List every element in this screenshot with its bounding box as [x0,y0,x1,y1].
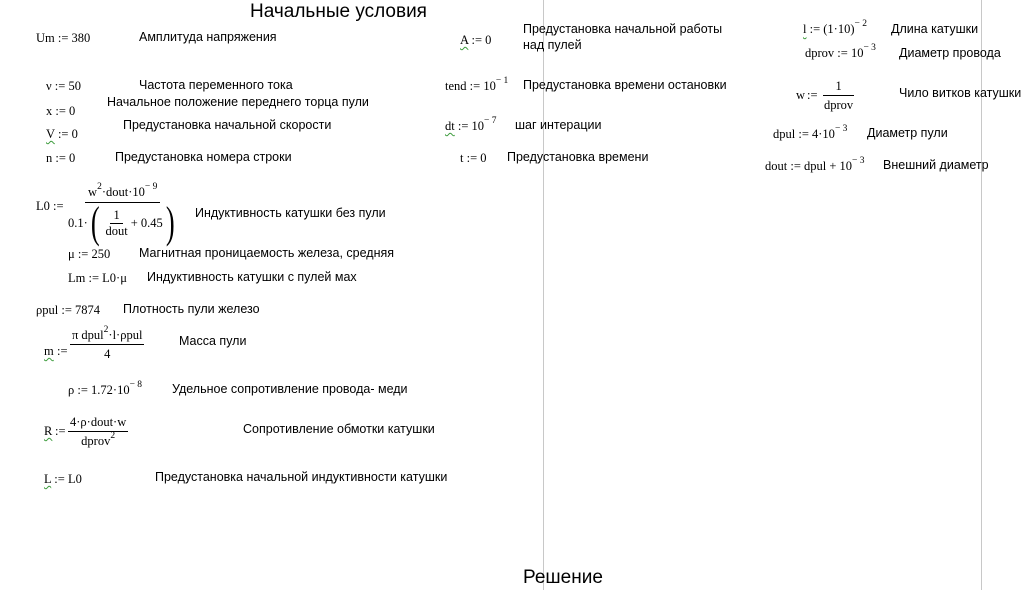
comment-t[interactable]: Предустановка времени [507,150,649,164]
expr-rho-pul[interactable]: ρpul := 7874 [36,303,100,317]
comment-r[interactable]: Сопротивление обмотки катушки [243,422,435,436]
comment-w[interactable]: Чило витков катушки [899,86,1021,100]
var-name: t [460,151,464,165]
var-name: R [44,424,53,438]
expr-rho[interactable]: ρ := $1.72\cdot 10^{- 8}$ [68,380,143,397]
comment-l0[interactable]: Индуктивность катушки без пули [195,206,386,220]
value: 4·10 [812,127,835,141]
comment-v[interactable]: Предустановка начальной скорости [123,118,332,132]
var-name: w [796,88,806,102]
expr-t[interactable]: t := 0 [460,151,487,165]
num-base: w [88,185,98,199]
expr-tend[interactable]: tend := $10^{- 1}$ [445,76,509,93]
comment-mu[interactable]: Магнитная проницаемость железа, средняя [139,246,395,260]
comment-lm[interactable]: Индуктивность катушки с пулей мах [147,270,357,284]
value: dpul + 10 [804,159,853,173]
var-name: μ [68,247,75,261]
den-coef: 0.1· [68,215,88,230]
value: 0 [485,33,492,47]
var-name: A [460,33,469,47]
comment-a-line2[interactable]: над пулей [523,38,582,52]
den: 4 [104,347,111,361]
var-name: n [46,151,53,165]
comment-m[interactable]: Масса пули [179,334,247,348]
num-exp: − 9 [144,182,158,192]
value: 10 [483,79,496,93]
value: (1·10) [823,22,855,36]
w-fraction [822,79,855,113]
expr-um[interactable]: Um := 380 [36,31,91,45]
value: 250 [91,247,111,261]
den-exp: 2 [110,431,116,441]
value: L0 [67,472,82,486]
expr-length[interactable]: l := $(1\cdot 10)^{- 2}$ [803,19,867,36]
var-name: l [803,22,807,36]
value: 10 [471,119,485,133]
value: 7874 [75,303,100,317]
var-name: L [44,472,52,486]
den-base: dprov [81,434,111,448]
den-add: + 0.45 [130,215,163,230]
value: 50 [68,79,81,93]
var-name: dpul [773,127,796,141]
value: 0 [71,127,78,141]
expr-nu[interactable]: ν := 50 [46,79,81,93]
var-name: Lm [68,271,86,285]
exponent: − 1 [495,76,509,86]
var-name: ρ [68,383,75,397]
comment-l[interactable]: Предустановка начальной индуктивности катушки [155,470,448,484]
expr-x[interactable]: x := 0 [46,104,76,118]
var-name: tend [445,79,467,93]
value: 1.72·10 [91,383,130,397]
var-name: x [46,104,53,118]
exponent: − 2 [854,19,867,29]
value: 0 [480,151,487,165]
comment-x[interactable]: Начальное положение переднего торца пули [107,95,369,109]
expr-n[interactable]: n := 0 [46,151,76,165]
comment-dpul[interactable]: Диаметр пули [867,126,948,140]
var-name: V [46,127,55,141]
comment-a[interactable]: Предустановка начальной работы [523,22,723,36]
var-name: dt [445,119,455,133]
value: L0·μ [102,271,127,285]
var-name: L0 [36,199,50,213]
num-rest: ·dout·10 [101,185,145,199]
comment-tend[interactable]: Предустановка времени остановки [523,78,727,92]
left-paren: ( [90,198,100,247]
expr-dout[interactable]: dout := dpul + $10^{- 3}$ [765,156,865,173]
comment-nu[interactable]: Частота переменного тока [139,78,293,92]
comment-dt[interactable]: шаг интерации [515,118,602,132]
var-name: dprov [805,46,835,60]
var-name: ν [46,79,52,93]
expr-mu[interactable]: μ := 250 [68,247,111,261]
comment-dout[interactable]: Внешний диаметр [883,158,989,172]
exponent: − 8 [129,380,143,390]
exponent: − 3 [863,43,876,53]
right-paren: ) [165,198,175,247]
value: 10 [850,46,864,60]
den: dprov [824,98,854,112]
inner-den: dout [105,223,128,238]
exponent: − 3 [834,124,848,134]
expr-dpul[interactable]: dpul := $4\cdot 10^{- 3}$ [773,124,848,141]
num-exp: 2 [97,182,102,192]
comment-rho-pul[interactable]: Плотность пули железо [123,302,260,316]
expr-v[interactable]: V := 0 [46,127,78,141]
expr-l[interactable]: L := L0 [44,472,82,486]
var-name: m [44,344,54,358]
value: 380 [71,31,91,45]
num: 4·ρ·dout·w [68,415,128,432]
section-title-solution: Решение [523,567,603,588]
expr-a[interactable]: A := 0 [460,33,492,47]
comment-dprov[interactable]: Диаметр провода [899,46,1001,60]
var-name: Um [36,31,55,45]
exponent: − 3 [852,156,865,166]
inner-num: 1 [110,208,122,224]
exponent: − 7 [484,116,497,126]
expr-dt[interactable]: dt := $10^{- 7}$ [445,116,497,133]
value: 0 [69,104,76,118]
var-name: dout [765,159,788,173]
comment-n[interactable]: Предустановка номера строки [115,150,292,164]
right-column-clip: l := $(1\cdot 10)^{- 2}$ Длина катушки dprov := $10^{- 3}$ Диаметр провода w := 1 dprov Чило витков катушки dpul := $4\cdot 10^{- 3}$ Диаметр пули dout := dpul + $10^{- 3}$ Внешний диаметр [765,19,1021,173]
expr-dprov[interactable]: dprov := $10^{- 3}$ [805,43,876,60]
num-b: ·l·ρpul [108,328,143,342]
num: 1 [823,79,853,96]
comment-um[interactable]: Амплитуда напряжения [139,30,277,44]
section-title-initial-conditions: Начальные условия [250,1,427,22]
var-name: ρpul [36,303,59,317]
comment-rho[interactable]: Удельное сопротивление провода- меди [172,382,408,396]
comment-length[interactable]: Длина катушки [891,22,979,36]
expr-lm[interactable]: Lm := L0·μ [68,271,127,285]
num-a: π dpul [72,328,104,342]
value: 0 [69,151,76,165]
num-exp: 2 [103,325,109,335]
